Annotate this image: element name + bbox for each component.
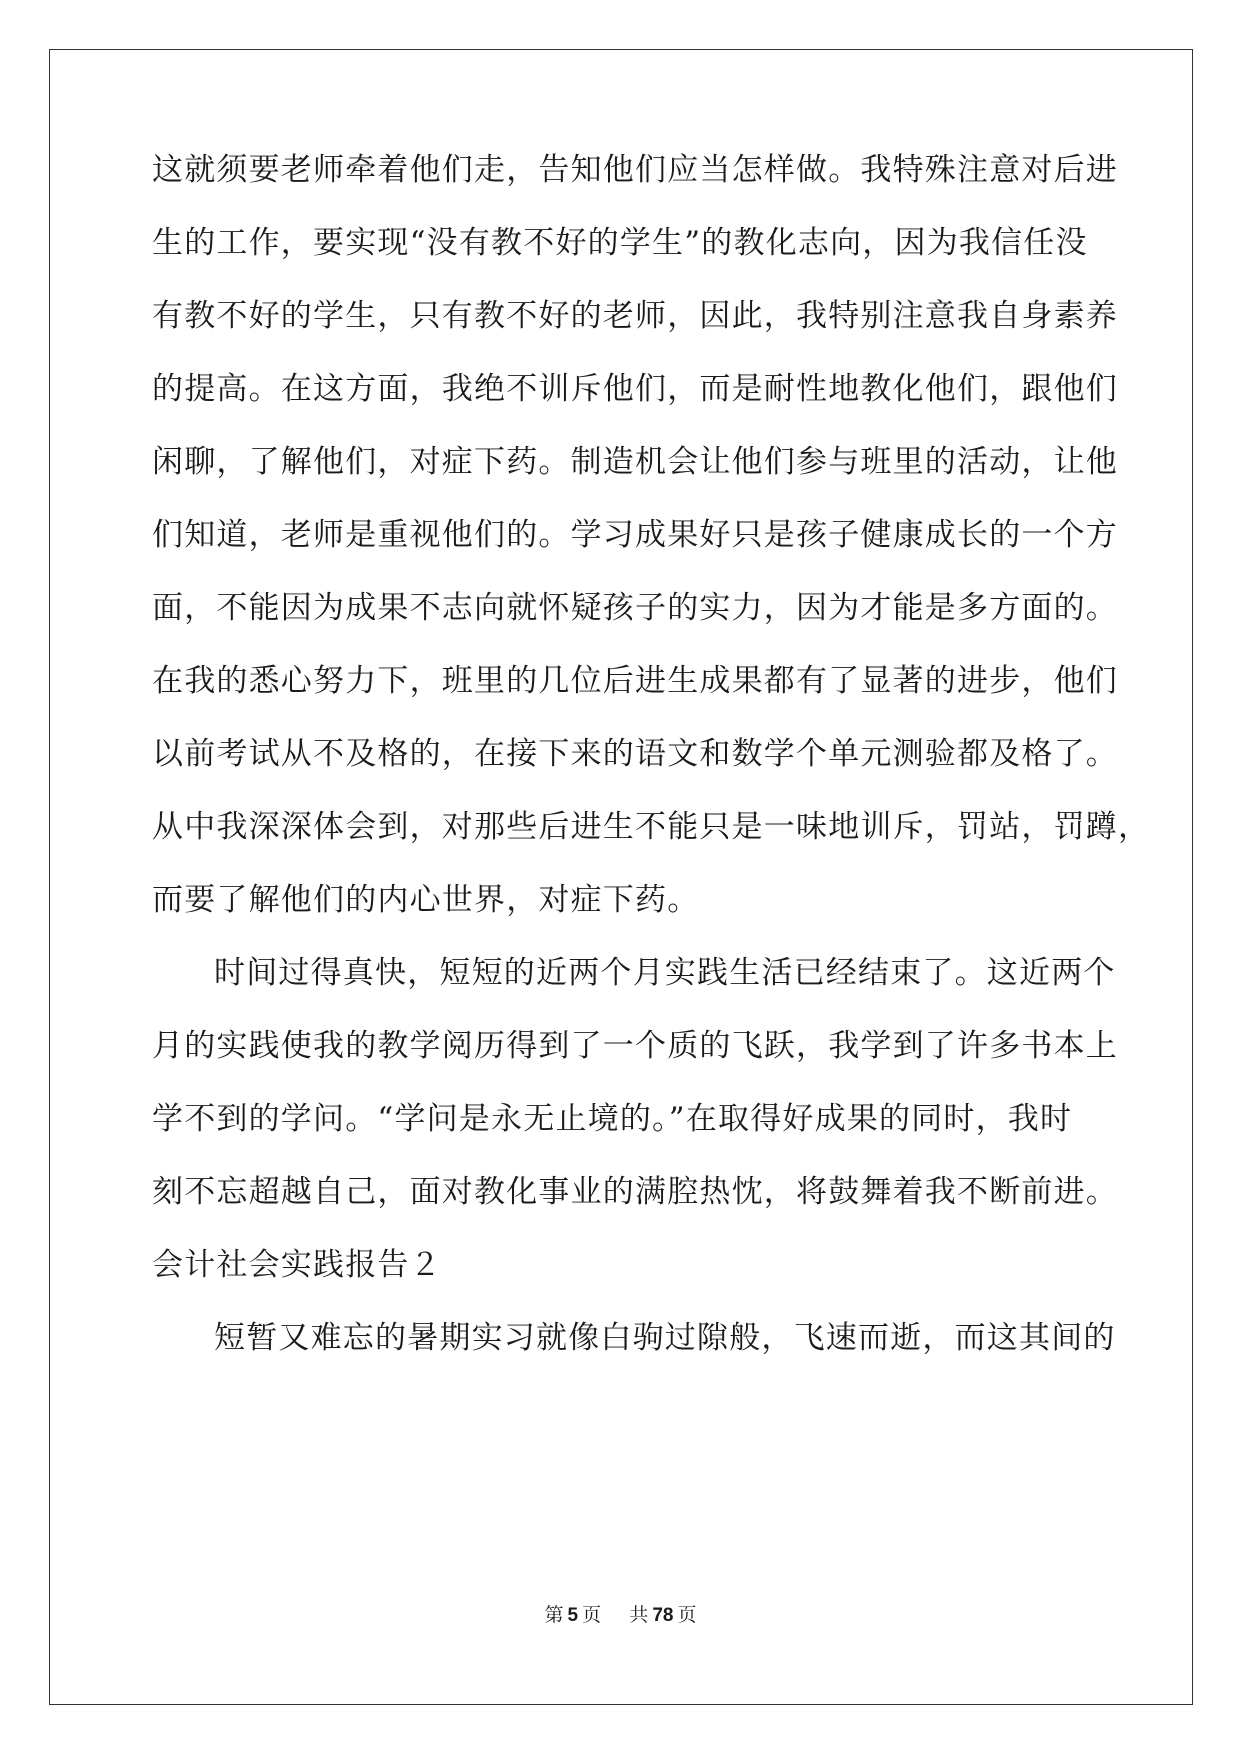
footer-prefix: 第 xyxy=(544,1604,564,1626)
page-footer xyxy=(0,1600,1241,1627)
paragraph-first-line: 短暂又难忘的暑期实习就像白驹过隙般，飞速而逝，而这其间的 xyxy=(214,1320,1116,1356)
footer-page-suffix: 页 xyxy=(582,1604,602,1626)
section-heading: 会计社会实践报告２ xyxy=(152,1247,442,1283)
text-line: 们知道，老师是重视他们的。学习成果好只是孩子健康成长的一个方 xyxy=(152,517,1118,553)
paragraph-first-line: 时间过得真快，短短的近两个月实践生活已经结束了。这近两个 xyxy=(214,955,1116,991)
text-line: 这就须要老师牵着他们走，告知他们应当怎样做。我特殊注意对后进 xyxy=(152,152,1118,188)
text-line: 面，不能因为成果不志向就怀疑孩子的实力，因为才能是多方面的。 xyxy=(152,590,1118,626)
text-line: 从中我深深体会到，对那些后进生不能只是一味地训斥，罚站，罚蹲， xyxy=(152,809,1151,845)
text-line: 闲聊，了解他们，对症下药。制造机会让他们参与班里的活动，让他 xyxy=(152,444,1118,480)
text-line: 月的实践使我的教学阅历得到了一个质的飞跃，我学到了许多书本上 xyxy=(152,1028,1118,1064)
text-line: 在我的悉心努力下，班里的几位后进生成果都有了显著的进步，他们 xyxy=(152,663,1118,699)
footer-total-prefix: 共 xyxy=(629,1604,649,1626)
text-line: 有教不好的学生，只有教不好的老师，因此，我特别注意我自身素养 xyxy=(152,298,1118,334)
total-pages-number: 78 xyxy=(652,1605,674,1626)
text-line: 生的工作，要实现“没有教不好的学生”的教化志向，因为我信任没 xyxy=(152,225,1088,261)
text-line: 而要了解他们的内心世界，对症下药。 xyxy=(152,882,700,918)
footer-total-suffix: 页 xyxy=(677,1604,697,1626)
text-line: 的提高。在这方面，我绝不训斥他们，而是耐性地教化他们，跟他们 xyxy=(152,371,1118,407)
text-line: 学不到的学问。“学问是永无止境的。”在取得好成果的同时，我时 xyxy=(152,1101,1073,1137)
text-line: 刻不忘超越自己，面对教化事业的满腔热忱，将鼓舞着我不断前进。 xyxy=(152,1174,1118,1210)
text-line: 以前考试从不及格的，在接下来的语文和数学个单元测验都及格了。 xyxy=(152,736,1118,772)
current-page-number: 5 xyxy=(567,1605,579,1626)
